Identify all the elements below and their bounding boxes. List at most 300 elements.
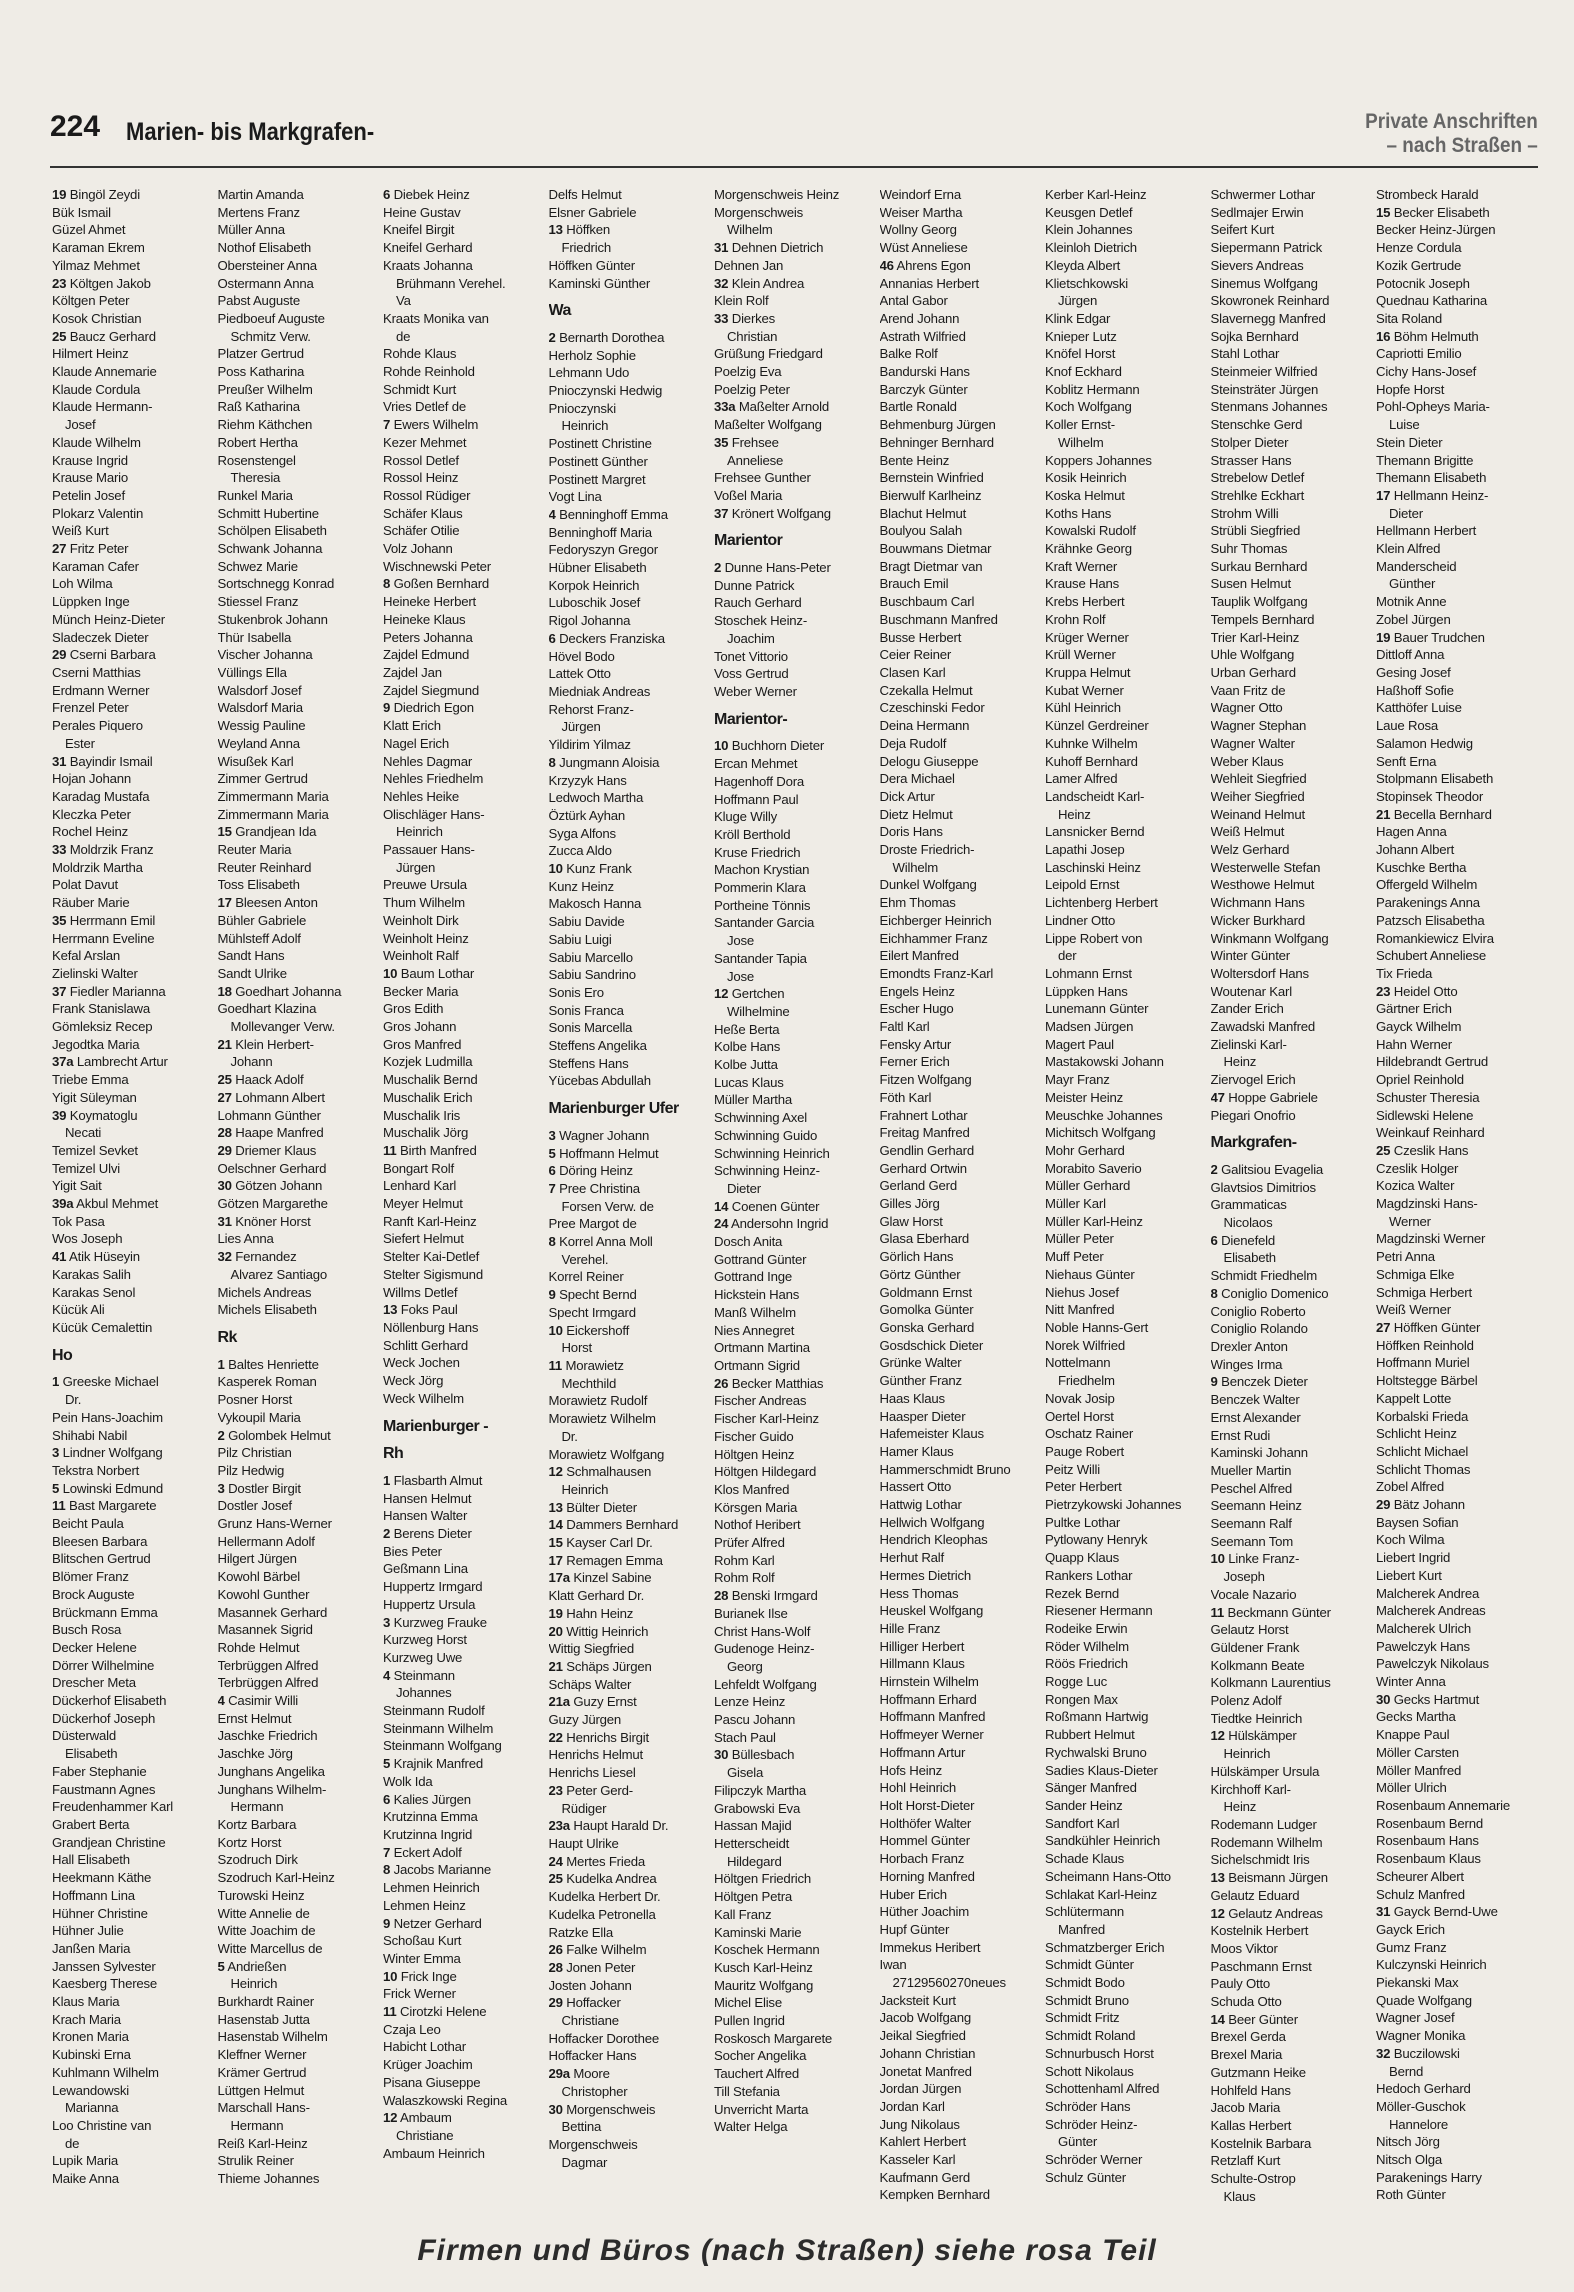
list-item — [880, 1815, 1046, 1833]
resident-name: Thum Wilhelm — [383, 895, 465, 911]
list-item — [880, 876, 1046, 894]
resident-name: Eckert Adolf — [393, 1844, 462, 1860]
resident-name: Jürgen — [383, 859, 436, 875]
list-item — [218, 1958, 384, 1976]
list-item — [218, 204, 384, 222]
list-item — [1376, 841, 1542, 859]
list-item — [1376, 611, 1542, 629]
resident-name: Ranft Karl-Heinz — [383, 1213, 477, 1229]
list-item — [549, 2154, 715, 2172]
list-item — [549, 1499, 715, 1517]
list-item — [218, 1515, 384, 1533]
list-item — [52, 1993, 218, 2011]
resident-name: Boulyou Salah — [879, 523, 962, 539]
resident-name: Hohlfeld Hans — [1210, 2082, 1291, 2098]
list-item — [52, 1745, 218, 1763]
list-item — [218, 1781, 384, 1799]
resident-name: Röder Wilhelm — [1045, 1638, 1129, 1654]
list-item — [1045, 1408, 1211, 1426]
list-item — [1376, 204, 1542, 222]
resident-name: Hoffmann Paul — [714, 791, 799, 807]
list-item — [1376, 1107, 1542, 1125]
list-item — [1045, 1868, 1211, 1886]
list-item — [1211, 2011, 1377, 2029]
resident-name: Heinrich — [217, 1976, 278, 1992]
list-item — [1211, 275, 1377, 293]
resident-name: Koller Ernst- — [1045, 417, 1115, 433]
resident-name: Schmidt Fritz — [1045, 2010, 1120, 2026]
resident-name: Benski Irmgard — [731, 1588, 818, 1604]
resident-name: Peschel Alfred — [1210, 1480, 1293, 1496]
resident-name: Hilgert Jürgen — [217, 1551, 297, 1567]
resident-name: Lohmann Günther — [217, 1107, 321, 1123]
resident-name: Immekus Heribert — [879, 1939, 981, 1955]
resident-name: Strulik Reiner — [217, 2153, 294, 2169]
list-item — [880, 1797, 1046, 1815]
resident-name: Korbalski Frieda — [1376, 1408, 1469, 1424]
house-number: 11 — [548, 1358, 563, 1373]
list-item — [383, 1089, 549, 1107]
resident-name: 27129560270neues — [879, 1975, 1006, 1991]
resident-name: Hühner Christine — [52, 1905, 148, 1921]
resident-name: Fensky Artur — [879, 1036, 952, 1052]
list-item — [549, 1410, 715, 1428]
list-item — [714, 861, 880, 879]
resident-name: Gottrand Günter — [714, 1251, 807, 1267]
list-item — [1045, 2151, 1211, 2169]
list-item — [383, 1248, 549, 1266]
resident-name: Galitsiou Evagelia — [1221, 1161, 1324, 1177]
list-item — [549, 648, 715, 666]
list-item — [1045, 894, 1211, 912]
list-item — [880, 257, 1046, 275]
resident-name: Dr. — [548, 1428, 578, 1444]
list-item — [218, 788, 384, 806]
list-item — [218, 1550, 384, 1568]
house-number: 1 — [217, 1356, 225, 1372]
resident-name: Jonetat Manfred — [879, 2063, 972, 2079]
resident-name: Stopinsek Theodor — [1376, 788, 1484, 804]
list-item — [549, 1764, 715, 1782]
resident-name: Gelautz Andreas — [1228, 1905, 1323, 1921]
list-item — [549, 736, 715, 754]
house-number: 22 — [548, 1729, 563, 1745]
house-number: 9 — [383, 700, 391, 716]
list-item — [1376, 1230, 1542, 1248]
list-item — [714, 186, 880, 204]
list-item — [1045, 788, 1211, 806]
resident-name: Schmitt Hubertine — [217, 505, 319, 521]
resident-name: Strehlke Eckhart — [1210, 487, 1305, 503]
list-item — [880, 1567, 1046, 1585]
resident-name: Sandkühler Heinrich — [1045, 1833, 1160, 1849]
list-item — [52, 912, 218, 930]
resident-name: Temizel Sevket — [52, 1142, 138, 1158]
resident-name: Döring Heinz — [559, 1163, 633, 1179]
list-item — [218, 2099, 384, 2117]
resident-name: Hoffmann Manfred — [879, 1709, 986, 1725]
list-item — [1211, 1745, 1377, 1763]
resident-name: Kleinloh Dietrich — [1045, 240, 1137, 256]
list-item — [714, 1304, 880, 1322]
list-item — [880, 859, 1046, 877]
resident-name: Räuber Marie — [52, 895, 130, 911]
resident-name: Mechthild — [548, 1375, 617, 1391]
list-item — [1045, 1655, 1211, 1673]
list-item — [1045, 292, 1211, 310]
list-item — [383, 1000, 549, 1018]
house-number: 11 — [52, 1498, 66, 1514]
list-item — [549, 913, 715, 931]
list-item — [1045, 2098, 1211, 2116]
resident-name: Muschalik Bernd — [383, 1072, 478, 1088]
list-item — [1211, 682, 1377, 700]
list-item — [880, 1461, 1046, 1479]
list-item — [1045, 1000, 1211, 1018]
list-item — [1376, 186, 1542, 204]
list-item — [1376, 2116, 1542, 2134]
resident-name: Rigol Johanna — [548, 613, 631, 629]
list-item — [218, 522, 384, 540]
list-item — [549, 701, 715, 719]
list-item — [1211, 1975, 1377, 1993]
house-number: 27 — [1376, 1320, 1391, 1335]
resident-name: Droste Friedrich- — [879, 842, 975, 858]
resident-name: Pohl-Opheys Maria- — [1376, 399, 1490, 415]
list-item — [218, 1266, 384, 1284]
list-item — [218, 1657, 384, 1675]
list-item — [218, 1480, 384, 1498]
list-item — [1211, 540, 1377, 558]
list-item — [714, 1109, 880, 1127]
resident-name: Ceier Reiner — [879, 647, 952, 663]
resident-name: Jose — [714, 933, 755, 949]
list-item — [52, 1107, 218, 1125]
resident-name: Nöllenburg Hans — [383, 1320, 479, 1335]
list-item — [52, 2135, 218, 2153]
resident-name: Nitsch Jörg — [1376, 2134, 1440, 2150]
list-item — [1211, 1586, 1377, 1604]
list-item — [52, 1036, 218, 1054]
list-item — [218, 1462, 384, 1480]
resident-name: Michitsch Wolfgang — [1045, 1125, 1156, 1141]
resident-name: Christian — [714, 328, 778, 344]
resident-name: Sabiu Davide — [548, 914, 625, 930]
resident-name: Hülskämper — [1228, 1728, 1297, 1744]
list-item — [383, 434, 549, 452]
resident-name: Muschalik Erich — [383, 1089, 473, 1105]
resident-name: Wüst Anneliese — [879, 240, 968, 256]
list-item — [714, 1729, 880, 1747]
resident-name: Gelautz Horst — [1210, 1622, 1289, 1638]
resident-name: Jürgen — [548, 719, 601, 735]
list-item — [714, 239, 880, 257]
resident-name: Pommerin Klara — [714, 880, 806, 896]
resident-name: Anneliese — [714, 452, 784, 468]
resident-name: Schubert Anneliese — [1376, 948, 1487, 964]
list-item — [1376, 2063, 1542, 2081]
list-item — [52, 753, 218, 771]
list-item — [1045, 2080, 1211, 2098]
house-number: 35 — [714, 434, 729, 450]
list-item — [218, 1036, 384, 1054]
list-item — [52, 1160, 218, 1178]
resident-name: Steinsträter Jürgen — [1210, 381, 1319, 397]
list-item — [383, 1319, 549, 1337]
resident-name: Henrichs Birgit — [566, 1729, 649, 1745]
resident-name: Pisana Giuseppe — [383, 2074, 481, 2090]
resident-name: Böhm Helmuth — [1393, 328, 1479, 344]
resident-name: Suhr Thomas — [1210, 541, 1288, 557]
resident-name: Forsen Verw. de — [548, 1198, 654, 1214]
resident-name: Ledwoch Martha — [548, 790, 644, 806]
list-item — [1211, 912, 1377, 930]
resident-name: Kayser Carl Dr. — [566, 1535, 653, 1551]
resident-name: Hasenstab Wilhelm — [217, 2029, 328, 2045]
list-item — [1211, 1179, 1377, 1197]
resident-name: Herholz Sophie — [548, 347, 636, 363]
list-item — [1376, 381, 1542, 399]
resident-name: Steinmeier Wilfried — [1210, 364, 1318, 380]
resident-name: Gerhard Ortwin — [879, 1160, 967, 1176]
resident-name: Birth Manfred — [400, 1142, 477, 1158]
list-item — [1376, 965, 1542, 983]
resident-name: Korrel Reiner — [548, 1269, 624, 1285]
list-item — [714, 1746, 880, 1764]
list-item — [1211, 1798, 1377, 1816]
list-item — [383, 558, 549, 576]
resident-name: Weinkauf Reinhard — [1376, 1125, 1485, 1141]
list-item — [549, 1587, 715, 1605]
list-item — [383, 1897, 549, 1915]
resident-name: Lichtenberg Herbert — [1045, 895, 1158, 911]
list-item — [383, 1950, 549, 1968]
resident-name: Turowski Heinz — [217, 1887, 305, 1903]
resident-name: Mühlsteff Adolf — [217, 930, 301, 946]
resident-name: Roskosch Margarete — [714, 2030, 833, 2046]
list-item — [880, 629, 1046, 647]
list-item — [1376, 310, 1542, 328]
resident-name: Ambaum Heinrich — [383, 2145, 485, 2161]
resident-name: Habicht Lothar — [383, 2039, 466, 2055]
resident-name: Nehles Dagmar — [383, 753, 473, 769]
resident-name: Peters Johanna — [383, 629, 473, 645]
resident-name: Schäps Jürgen — [566, 1658, 652, 1674]
street-heading: Ho — [52, 1346, 73, 1364]
list-item — [218, 434, 384, 452]
resident-name: Höltgen Heinz — [714, 1446, 795, 1462]
list-item — [1211, 487, 1377, 505]
list-item — [549, 1127, 715, 1145]
resident-name: Schmidt Friedhelm — [1210, 1268, 1318, 1284]
list-item — [52, 204, 218, 222]
list-item — [880, 1974, 1046, 1992]
resident-name: Motnik Anne — [1376, 594, 1447, 610]
resident-name: Beismann Jürgen — [1228, 1870, 1328, 1886]
resident-name: Heekmann Käthe — [52, 1870, 152, 1886]
house-number: 17 — [217, 895, 232, 911]
resident-name: Hermann — [217, 1799, 284, 1815]
list-item — [383, 1354, 549, 1372]
list-item — [714, 1392, 880, 1410]
list-item — [218, 2117, 384, 2135]
resident-name: Kruse Friedrich — [714, 844, 801, 860]
list-item — [218, 841, 384, 859]
list-item — [1211, 1249, 1377, 1267]
resident-name: Ester — [52, 735, 95, 751]
list-item — [1376, 1142, 1542, 1160]
list-item — [1211, 2028, 1377, 2046]
resident-name: Netzer Gerhard — [393, 1915, 482, 1931]
list-item — [218, 1177, 384, 1195]
resident-name: Haasper Dieter — [879, 1408, 966, 1424]
list-item — [52, 1851, 218, 1869]
resident-name: Hoffmeyer Werner — [879, 1727, 984, 1743]
resident-name: Terbrüggen Alfred — [217, 1657, 319, 1673]
resident-name: Tekstra Norbert — [52, 1462, 140, 1478]
resident-name: Stoschek Heinz- — [714, 613, 808, 629]
house-number: 28 — [217, 1125, 232, 1141]
resident-name: Gecks Hartmut — [1393, 1691, 1480, 1707]
resident-name: der — [1045, 948, 1077, 964]
resident-name: Vykoupil Maria — [217, 1409, 301, 1425]
list-item — [1211, 2117, 1377, 2135]
resident-name: Haas Klaus — [879, 1390, 945, 1406]
resident-name: Stahl Lothar — [1210, 346, 1280, 362]
list-item — [383, 806, 549, 824]
resident-name: Lüppken Hans — [1045, 983, 1128, 999]
resident-name: Erdmann Werner — [52, 682, 150, 698]
list-item — [880, 1354, 1046, 1372]
resident-name: Ratzke Ella — [548, 1924, 613, 1940]
resident-name: Kunz Heinz — [548, 878, 614, 894]
resident-name: Golombek Helmut — [228, 1427, 331, 1443]
list-item — [714, 1145, 880, 1163]
list-item — [1045, 1213, 1211, 1231]
list-item — [1045, 1443, 1211, 1461]
list-item — [1045, 1815, 1211, 1833]
list-item — [714, 1534, 880, 1552]
resident-name: Goedhart Johanna — [235, 983, 342, 999]
resident-name: Kudelka Herbert Dr. — [548, 1889, 661, 1905]
resident-name: Santander Garcia — [714, 915, 815, 931]
list-item — [1211, 1000, 1377, 1018]
resident-name: Müller Martha — [714, 1092, 793, 1108]
resident-name: Lenze Heinz — [714, 1694, 786, 1710]
resident-name: Deckers Franziska — [559, 630, 665, 646]
resident-name: Sabiu Marcello — [548, 949, 633, 965]
resident-name: Hagenhoff Dora — [714, 773, 805, 789]
resident-name: Weinholt Heinz — [383, 930, 469, 946]
resident-name: Schuster Theresia — [1376, 1089, 1480, 1105]
resident-name: Hellwich Wolfgang — [879, 1514, 985, 1530]
list-item — [1211, 1071, 1377, 1089]
resident-name: Henrichs Liesel — [548, 1765, 636, 1781]
list-item — [218, 1993, 384, 2011]
resident-name: Schwez Marie — [217, 558, 298, 574]
directory-column — [52, 186, 218, 2216]
list-item — [880, 2169, 1046, 2187]
resident-name: Michel Elise — [714, 1995, 782, 2011]
resident-name: Lattek Otto — [548, 666, 611, 682]
house-number: 7 — [383, 417, 391, 433]
list-item — [218, 558, 384, 576]
resident-name: Gertchen — [731, 986, 785, 1002]
list-item — [1376, 363, 1542, 381]
house-number: 19 — [52, 187, 67, 202]
house-number: 17 — [1376, 487, 1391, 503]
resident-name: Kall Franz — [714, 1906, 772, 1922]
house-number: 39 — [52, 1107, 67, 1123]
resident-name: Koch Wolfgang — [1045, 399, 1132, 415]
resident-name: Kaufmann Gerd — [879, 2169, 970, 2185]
list-item — [880, 788, 1046, 806]
resident-name: Haupt Ulrike — [548, 1835, 619, 1851]
list-item — [1211, 1320, 1377, 1338]
resident-name: Kozik Gertrude — [1376, 257, 1462, 273]
house-number: 32 — [1376, 2045, 1391, 2061]
list-item — [880, 1673, 1046, 1691]
resident-name: Föth Karl — [879, 1089, 932, 1105]
list-item — [1045, 1886, 1211, 1904]
list-item — [1376, 1992, 1542, 2010]
house-number: 31 — [714, 240, 729, 256]
list-item — [714, 1959, 880, 1977]
resident-name: Lupik Maria — [52, 2153, 118, 2169]
list-item — [1045, 275, 1211, 293]
resident-name: Quednau Katharina — [1376, 293, 1487, 309]
resident-name: Kücük Ali — [52, 1302, 105, 1318]
resident-name: Heineke Klaus — [383, 611, 466, 627]
list-item — [714, 1056, 880, 1074]
resident-name: Hupf Günter — [879, 1921, 950, 1937]
resident-name: Muff Peter — [1045, 1249, 1104, 1265]
list-item — [218, 735, 384, 753]
list-item — [1045, 841, 1211, 859]
resident-name: Coniglio Roberto — [1210, 1303, 1306, 1319]
list-item — [52, 593, 218, 611]
list-item — [383, 1177, 549, 1195]
list-item — [218, 1727, 384, 1745]
list-item — [383, 876, 549, 894]
list-item — [1211, 1480, 1377, 1498]
header-rule — [50, 166, 1538, 168]
list-item — [714, 1268, 880, 1286]
list-item — [714, 1074, 880, 1092]
list-item — [1045, 1071, 1211, 1089]
house-number: 33 — [714, 310, 729, 326]
resident-name: Walsdorf Maria — [217, 700, 303, 716]
resident-name: Ortmann Martina — [714, 1340, 810, 1356]
list-item — [218, 1710, 384, 1728]
resident-name: Goedhart Klazina — [217, 1001, 317, 1017]
house-number: 31 — [217, 1213, 232, 1229]
list-item — [1045, 1053, 1211, 1071]
resident-name: Schäfer Klaus — [383, 505, 463, 521]
resident-name: Wagner Johann — [559, 1127, 650, 1143]
list-item — [549, 1002, 715, 1020]
resident-name: Rodemann Wilhelm — [1210, 1834, 1323, 1850]
list-item — [549, 186, 715, 204]
list-item — [1376, 664, 1542, 682]
resident-name: Steinmann — [393, 1667, 455, 1683]
list-item — [549, 1800, 715, 1818]
list-item — [218, 1356, 384, 1374]
resident-name: Sabiu Luigi — [548, 931, 612, 947]
page-number: 224 — [50, 110, 101, 143]
list-item — [714, 844, 880, 862]
list-item — [1211, 2135, 1377, 2153]
